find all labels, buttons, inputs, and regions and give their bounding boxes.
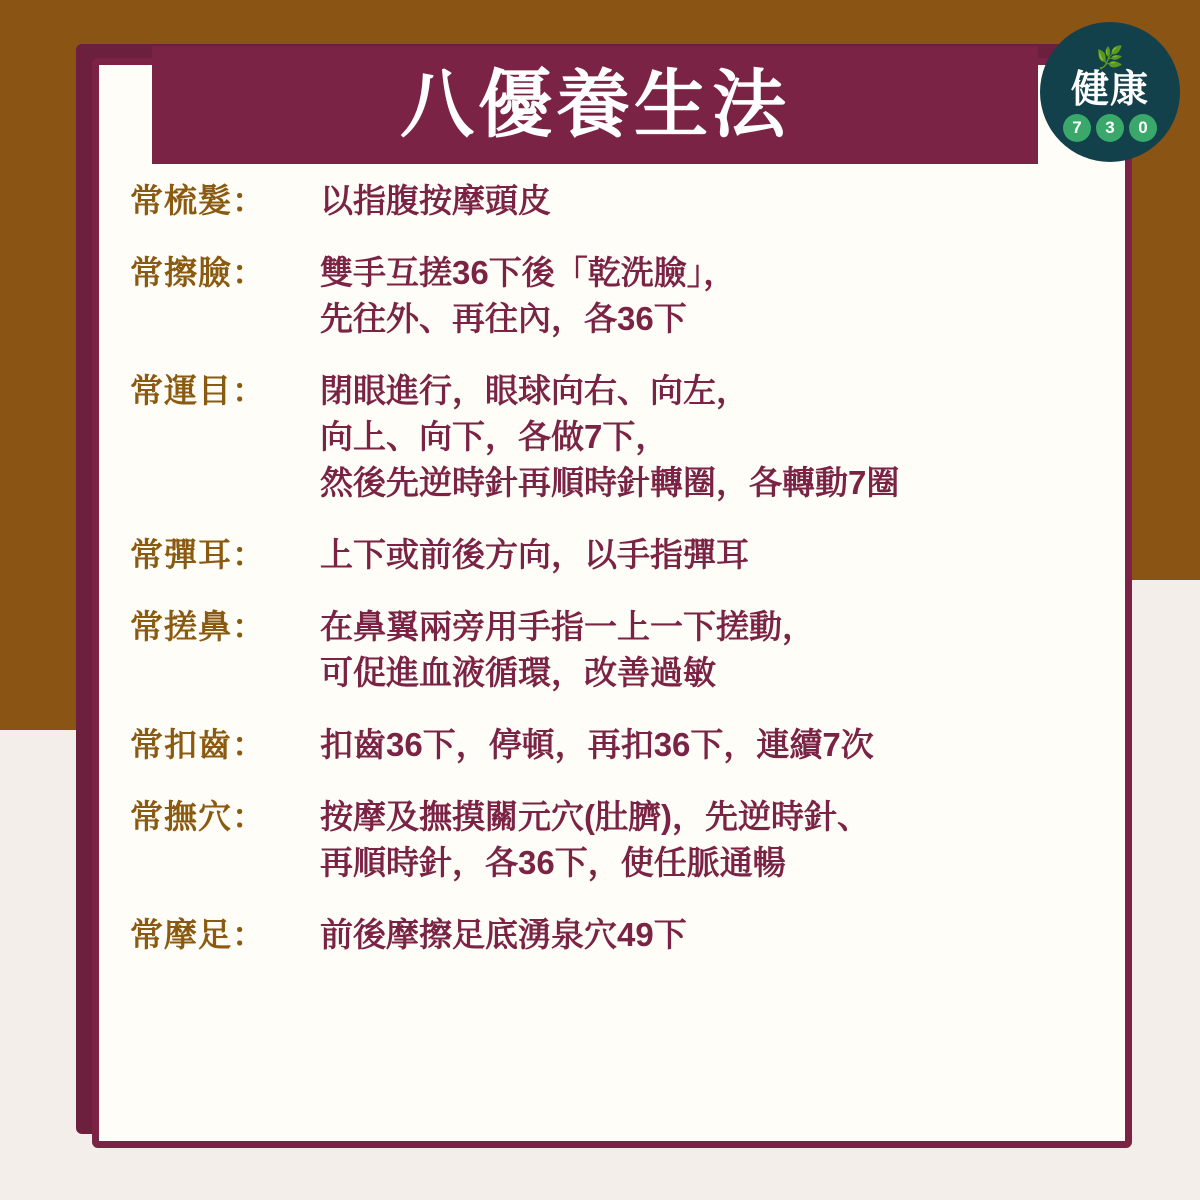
list-item-body — [320, 722, 1090, 768]
list-item-line: 然後先逆時針再順時針轉圈，各轉動7圈 — [320, 464, 900, 501]
list-item — [130, 250, 1090, 342]
list-item-line: 上下或前後方向，以手指彈耳 — [320, 536, 749, 573]
list-item-label: 常擦臉： — [130, 254, 266, 291]
list-item-label: 常彈耳： — [130, 536, 266, 573]
list-item — [130, 368, 1090, 506]
list-item-body — [320, 912, 1090, 958]
list-item-label: 常扣齒： — [130, 726, 266, 763]
list-item-line: 可促進血液循環，改善過敏 — [320, 654, 716, 691]
list-item-line: 在鼻翼兩旁用手指一上一下搓動， — [320, 608, 815, 645]
list-item-line: 先往外、再往內，各36下 — [320, 300, 687, 337]
list-item-line: 前後摩擦足底湧泉穴49下 — [320, 916, 687, 953]
list-item — [130, 532, 1090, 578]
logo-number-badge: 3 — [1096, 114, 1124, 142]
list-item-line: 扣齒36下，停頓，再扣36下，連續7次 — [320, 726, 874, 763]
list-item-body — [320, 532, 1090, 578]
list-item-body — [320, 794, 1090, 886]
tips-list — [130, 178, 1090, 984]
list-item-label: 常運目： — [130, 372, 266, 409]
list-item-body — [320, 604, 1090, 696]
logo-number-badges — [1063, 114, 1157, 142]
list-item-line: 以指腹按摩頭皮 — [320, 182, 551, 219]
list-item — [130, 794, 1090, 886]
background-bottom-band — [0, 1160, 1200, 1200]
list-item-label: 常摩足： — [130, 916, 266, 953]
title-bar — [152, 46, 1038, 164]
list-item-line: 再順時針，各36下，使任脈通暢 — [320, 844, 786, 881]
list-item-line: 雙手互搓36下後「乾洗臉」， — [320, 254, 737, 291]
list-item-line: 向上、向下，各做7下， — [320, 418, 669, 455]
logo-number-badge: 7 — [1063, 114, 1091, 142]
list-item-line: 閉眼進行，眼球向右、向左， — [320, 372, 749, 409]
list-item — [130, 722, 1090, 768]
logo-wordmark: 健康 — [1070, 69, 1149, 111]
list-item-label: 常搓鼻： — [130, 608, 266, 645]
logo-number-badge: 0 — [1129, 114, 1157, 142]
list-item-line: 按摩及撫摸關元穴(肚臍)，先逆時針、 — [320, 798, 870, 835]
leaf-icon: 🌿 — [1096, 45, 1124, 70]
list-item-body — [320, 178, 1090, 224]
list-item — [130, 604, 1090, 696]
list-item-label: 常撫穴： — [130, 798, 266, 835]
list-item-body — [320, 250, 1090, 342]
list-item — [130, 178, 1090, 224]
page-title: 八優養生法 — [400, 63, 790, 146]
brand-logo — [1040, 22, 1180, 162]
list-item — [130, 912, 1090, 958]
list-item-label: 常梳髮： — [130, 182, 266, 219]
list-item-body — [320, 368, 1090, 506]
